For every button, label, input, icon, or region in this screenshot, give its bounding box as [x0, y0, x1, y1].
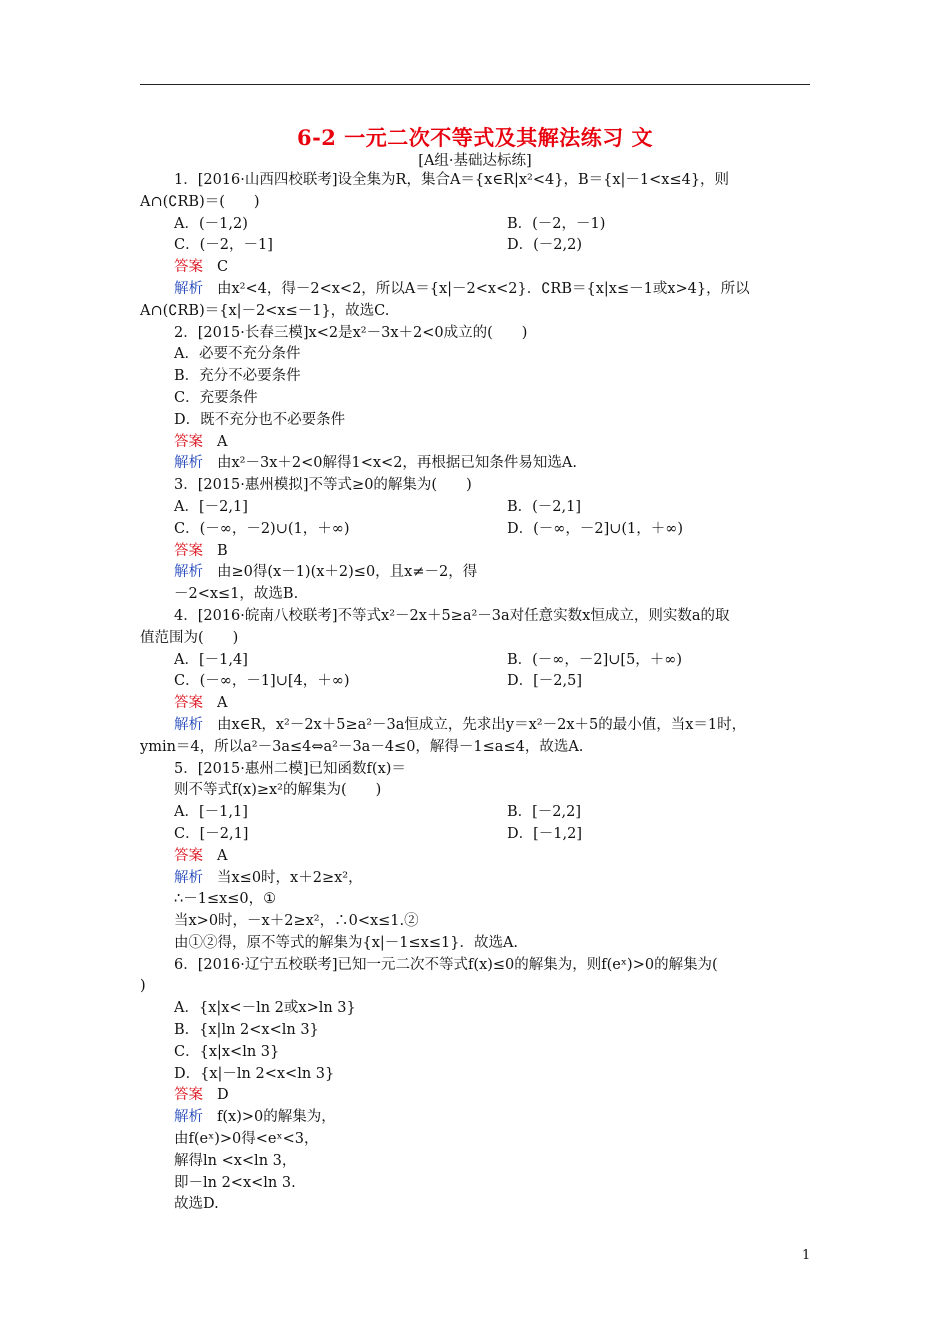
q4-analysis-text1: 由x∈R，x²－2x＋5≥a²－3a恒成立，先求出y＝x²－2x＋5的最小值，当x＝1时， [217, 716, 747, 733]
q6-analysis-line2: 由f(eˣ)>0得<eˣ<3， [174, 1131, 319, 1148]
q2-option-d: D．既不充分也不必要条件 [174, 411, 346, 428]
analysis-label: 解析 [174, 1109, 203, 1126]
answer-label: 答案 [174, 433, 203, 450]
q1-options-row1 [140, 214, 820, 236]
q1-analysis-line1 [140, 279, 820, 301]
q4-option-b: B．(－∞，－2]∪[5，＋∞) [507, 651, 683, 668]
q5-answer-value: A [217, 847, 228, 864]
q5-analysis-line2: ∴－1≤x≤0，① [174, 891, 277, 908]
q5-analysis-line3: 当x>0时，－x＋2≥x²，∴0<x≤1.② [174, 913, 419, 930]
q2-analysis-text: 由x²－3x＋2<0解得1<x<2，再根据已知条件易知选A. [217, 455, 577, 472]
header-rule [140, 84, 810, 85]
q3-stem: 3．[2015·惠州模拟]不等式≥0的解集为( ) [174, 477, 472, 494]
q5-option-c: C．[－2,1] [174, 825, 249, 842]
analysis-label: 解析 [174, 869, 203, 886]
answer-label: 答案 [174, 695, 203, 712]
q4-analysis-line1 [140, 715, 820, 737]
q5-stem-line1: 5．[2015·惠州二模]已知函数f(x)＝ [174, 760, 406, 777]
q4-answer [140, 693, 820, 715]
q4-option-d: D．[－2,5] [507, 673, 582, 690]
q5-option-b: B．[－2,2] [507, 804, 582, 821]
q3-analysis-line2: －2<x≤1，故选B. [174, 586, 299, 603]
analysis-label: 解析 [174, 455, 203, 472]
q6-option-b: B．{x|ln 2<x<ln 3} [174, 1022, 319, 1039]
q1-stem-line1: 1．[2016·山西四校联考]设全集为R，集合A＝{x∈R|x²<4}，B＝{x|－1<x≤4}，则 [174, 172, 730, 188]
q6-stem-line1: 6．[2016·辽宁五校联考]已知一元二次不等式f(x)≤0的解集为，则f(eˣ)>0的解集为( [174, 956, 718, 973]
q3-option-b: B．(－2,1] [507, 498, 582, 515]
q6-option-a: A．{x|x<－ln 2或x>ln 3} [174, 1000, 356, 1017]
q2-option-a: A．必要不充分条件 [174, 346, 301, 363]
q4-stem-line2: 值范围为( ) [140, 629, 239, 646]
q5-answer [140, 846, 820, 868]
q6-analysis-line5: 故选D. [174, 1196, 219, 1213]
q2-option-b: B．充分不必要条件 [174, 368, 301, 385]
q4-stem-line1: 4．[2016·皖南八校联考]不等式x²－2x＋5≥a²－3a对任意实数x恒成立，则实数a的取 [174, 607, 730, 624]
q6-answer [140, 1085, 820, 1107]
page-title: 6-2 一元二次不等式及其解法练习 文 [296, 125, 654, 150]
question-list [140, 170, 820, 1216]
q5-analysis-line1 [140, 868, 820, 890]
q1-analysis-line2: A∩(∁RB)＝{x|－2<x≤－1}，故选C. [140, 302, 390, 319]
q6-analysis-line3: 解得ln <x<ln 3， [174, 1152, 297, 1169]
q1-option-b: B．(－2，－1) [507, 215, 606, 232]
q1-answer-value: C [217, 259, 229, 276]
q6-answer-value: D [217, 1087, 229, 1104]
q2-option-c: C．充要条件 [174, 389, 258, 406]
q1-stem-line2: A∩(∁RB)＝( ) [140, 193, 260, 210]
q1-option-c: C．(－2，－1] [174, 237, 273, 254]
q3-option-a: A．[－2,1] [174, 498, 248, 515]
q1-options-row2 [140, 235, 820, 257]
q3-answer-value: B [217, 542, 228, 559]
answer-label: 答案 [174, 1087, 203, 1104]
q4-options-row2 [140, 671, 820, 693]
q6-option-c: C．{x|x<ln 3} [174, 1043, 280, 1060]
q3-analysis-text1: 由≥0得(x－1)(x＋2)≤0，且x≠－2，得 [217, 564, 478, 581]
q6-analysis-line1 [140, 1107, 820, 1129]
q2-answer-value: A [217, 433, 228, 450]
q4-option-a: A．[－1,4] [174, 651, 248, 668]
q5-option-d: D．[－1,2] [507, 825, 582, 842]
q4-options-row1 [140, 650, 820, 672]
q5-analysis-line4: 由①②得，原不等式的解集为{x|－1≤x≤1}．故选A. [174, 934, 519, 951]
q3-answer [140, 541, 820, 563]
q5-options-row1 [140, 802, 820, 824]
q6-stem-line2: ) [140, 978, 146, 995]
q5-option-a: A．[－1,1] [174, 804, 248, 821]
q3-options-row2 [140, 519, 820, 541]
q2-analysis [140, 453, 820, 475]
answer-label: 答案 [174, 259, 203, 276]
section-label: [A组·基础达标练] [418, 153, 532, 169]
q3-options-row1 [140, 497, 820, 519]
q1-option-a: A．(－1,2) [174, 215, 248, 232]
q5-analysis-text1: 当x≤0时，x＋2≥x²， [217, 869, 363, 886]
page-number: 1 [802, 1248, 811, 1263]
q4-analysis-line2: ymin＝4，所以a²－3a≤4⇔a²－3a－4≤0，解得－1≤a≤4，故选A. [140, 738, 584, 755]
q5-options-row2 [140, 824, 820, 846]
answer-label: 答案 [174, 847, 203, 864]
q6-analysis-line4: 即－ln 2<x<ln 3. [174, 1174, 296, 1191]
q4-option-c: C．(－∞，－1]∪[4，＋∞) [174, 673, 350, 690]
q6-analysis-text1: f(x)>0的解集为， [217, 1109, 336, 1126]
q1-option-d: D．(－2,2) [507, 237, 582, 254]
q1-answer [140, 257, 820, 279]
analysis-label: 解析 [174, 280, 203, 297]
q2-answer [140, 432, 820, 454]
q5-stem-line2: 则不等式f(x)≥x²的解集为( ) [174, 782, 382, 799]
q3-analysis-line1 [140, 562, 820, 584]
q1-analysis-text1: 由x²<4，得－2<x<2，所以A＝{x|－2<x<2}．∁RB＝{x|x≤－1或x>4}，所以 [217, 280, 750, 297]
q4-answer-value: A [217, 695, 228, 712]
q6-option-d: D．{x|－ln 2<x<ln 3} [174, 1065, 335, 1082]
analysis-label: 解析 [174, 564, 203, 581]
q2-stem: 2．[2015·长春三模]x<2是x²－3x＋2<0成立的( ) [174, 324, 528, 341]
q3-option-d: D．(－∞，－2]∪(1，＋∞) [507, 520, 684, 537]
answer-label: 答案 [174, 542, 203, 559]
q3-option-c: C．(－∞，－2)∪(1，＋∞) [174, 520, 350, 537]
analysis-label: 解析 [174, 716, 203, 733]
